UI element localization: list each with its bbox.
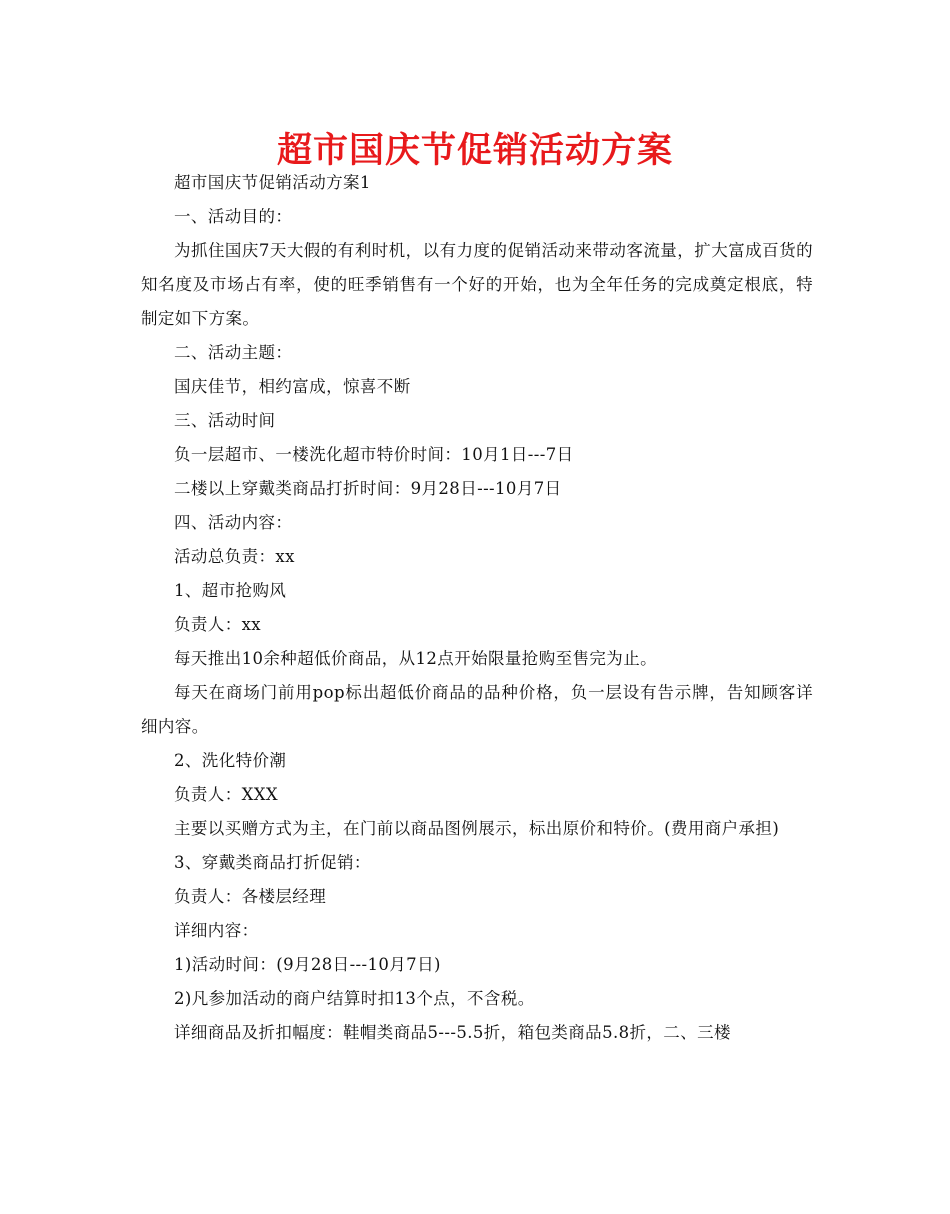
paragraph: 二楼以上穿戴类商品打折时间：9月28日---10月7日 [174,479,562,498]
document-title: 超市国庆节促销活动方案 [276,131,673,171]
paragraph: 超市国庆节促销活动方案1 [174,173,371,192]
paragraph: 详细商品及折扣幅度：鞋帽类商品5---5.5折，箱包类商品5.8折，二、三楼 [174,1023,731,1042]
paragraph: 负责人：XXX [174,785,279,804]
paragraph: 每天在商场门前用pop标出超低价商品的品种价格，负一层设有告示牌，告知顾客详细内容。 [141,683,813,736]
section-heading: 四、活动内容： [174,513,293,532]
paragraph: 国庆佳节，相约富成，惊喜不断 [174,377,411,396]
paragraph: 负责人：xx [174,615,262,634]
section-heading: 三、活动时间 [174,411,276,430]
paragraph: 负一层超市、一楼洗化超市特价时间：10月1日---7日 [174,445,574,464]
paragraph: 2)凡参加活动的商户结算时扣13个点，不含税。 [174,989,535,1008]
paragraph: 活动总负责：xx [174,547,295,566]
subsection-heading: 3、穿戴类商品打折促销： [174,853,371,872]
subsection-heading: 1、超市抢购风 [174,581,287,600]
paragraph: 为抓住国庆7天大假的有利时机，以有力度的促销活动来带动客流量，扩大富成百货的知名度及市场占有率，使的旺季销售有一个好的开始，也为全年任务的完成奠定根底，特制定如下方案。 [141,241,813,328]
section-heading: 一、活动目的： [174,207,293,226]
paragraph: 详细内容： [174,921,259,940]
paragraph: 每天推出10余种超低价商品，从12点开始限量抢购至售完为止。 [174,649,657,668]
paragraph: 1)活动时间：(9月28日---10月7日) [174,955,441,974]
paragraph: 主要以买赠方式为主，在门前以商品图例展示，标出原价和特价。(费用商户承担) [174,819,780,838]
document-body [141,166,813,1050]
paragraph: 负责人：各楼层经理 [174,887,327,906]
subsection-heading: 2、洗化特价潮 [174,751,287,770]
section-heading: 二、活动主题： [174,343,293,362]
